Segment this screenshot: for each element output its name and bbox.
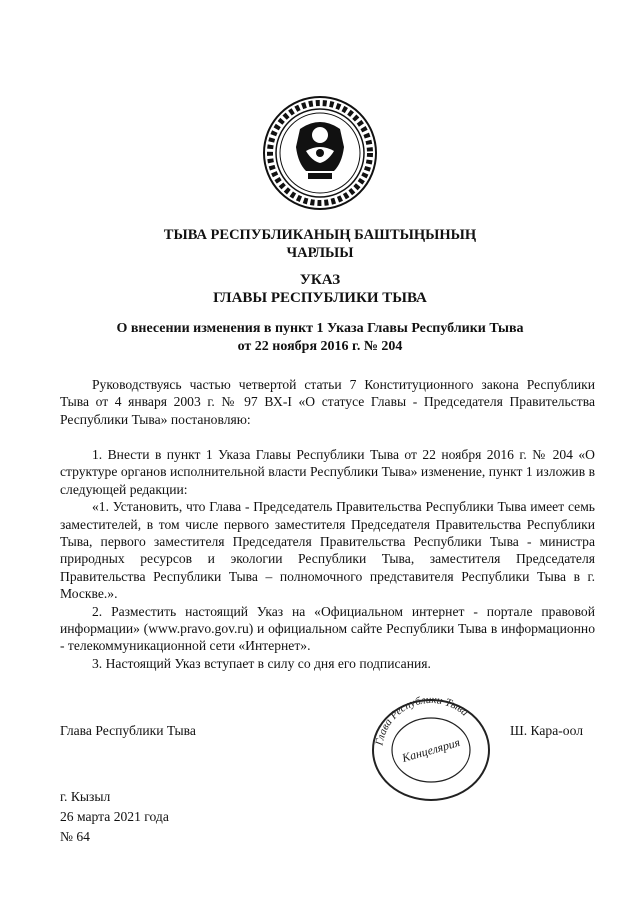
footer-date: 26 марта 2021 года (60, 809, 169, 824)
header-line-1: ТЫВА РЕСПУБЛИКАНЫҢ БАШТЫҢЫНЫҢ (163, 227, 477, 243)
decree-body (60, 446, 595, 672)
document-type-2: ГЛАВЫ РЕСПУБЛИКИ ТЫВА (213, 290, 427, 306)
stamp-ring-text: Глава Республики Тыва (373, 693, 471, 747)
item-1-quote: «1. Установить, что Глава - Председатель Правительства Республики Тыва имеет семь заместителей, в том числе первого заместителя Председателя Правительства Республики Тыва, первого заместителя Председателя Правительства Республики Тыва - министра природных ресурсов и экологии Республики Тыва, заместителя Председателя Правительства Республики Тыва – полномочного представителя Республики Тыва в г. Москве.». (60, 499, 595, 602)
item-1: 1. Внести в пункт 1 Указа Главы Республики Тыва от 22 ноября 2016 г. № 204 «О структуре органов исполнительной власти Республики Тыва» изменение, пункт 1 изложив в следующей редакции: (60, 447, 595, 497)
header-line-2: ЧАРЛЫЫ (286, 245, 354, 261)
coat-of-arms-emblem (262, 95, 378, 211)
header-tuvan (40, 226, 600, 262)
item-3: 3. Настоящий Указ вступает в силу со дня его подписания. (92, 655, 431, 671)
signature-name: Ш. Кара-оол (510, 723, 583, 738)
preamble: Руководствуясь частью четвертой статьи 7 Конституционного закона Республики Тыва от 4 января 2003 г. № 97 ВХ-I «О статусе Главы - Председателя Правительства Республики Тыва» постановляю: (60, 377, 595, 427)
signature-position: Глава Республики Тыва (60, 723, 196, 738)
footer-city: г. Кызыл (60, 789, 111, 804)
footer (60, 787, 169, 847)
footer-number: № 64 (60, 829, 90, 844)
item-2: 2. Разместить настоящий Указ на «Официальном интернет - портале правовой информации» (www.pravo.gov.ru) и официальном сайте Республики Тыва в информационно - телекоммуникационной сети «Интернет». (60, 603, 595, 654)
office-stamp (360, 690, 502, 805)
stamp-center-text: Канцелярия (400, 735, 462, 765)
document-type-1: УКАЗ (299, 272, 341, 288)
document-type (40, 271, 600, 307)
subject-line-1: О внесении изменения в пункт 1 Указа Главы Республики Тыва (116, 321, 524, 336)
document-subject (40, 320, 600, 356)
subject-line-2: от 22 ноября 2016 г. № 204 (237, 339, 403, 354)
